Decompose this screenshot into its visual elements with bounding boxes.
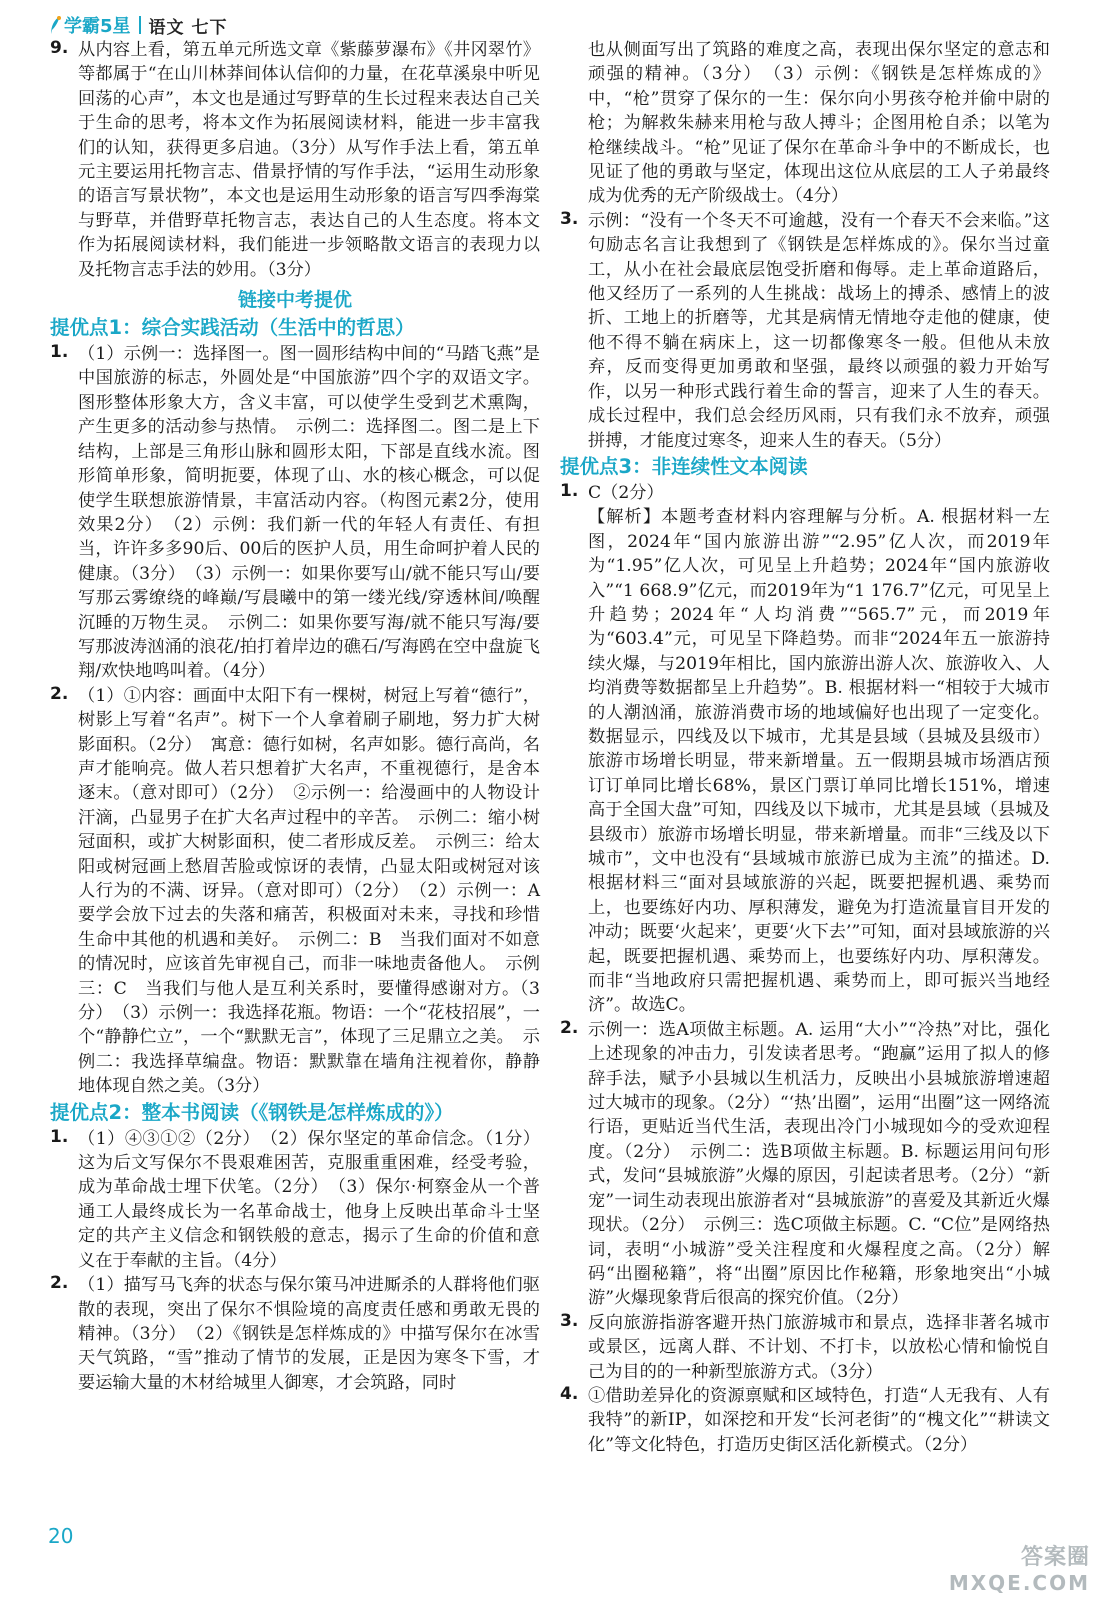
header-divider [139,16,141,34]
question-number: 2. [560,1017,579,1038]
link-exam-title: 链接中考提优 [237,289,352,312]
section-heading-1: 提优点1：综合实践活动（生活中的哲思） [50,316,415,340]
brand-leaf-icon [48,14,62,36]
question-number: 3. [560,208,579,229]
answer-text: （1）①内容：画面中太阳下有一棵树，树冠上写着“德行”，树影上写着“名声”。树下一个人拿着刷子刷地，努力扩大树影面积。（2分） 寓意：德行如树，名声如影。德行高尚，名声才能响亮。做人若只想着扩大名声，不重视德行，是舍本逐末。（意对即可）（2分） ②示例一：给漫画中的人物设计汗滴，凸显男子在扩大名声过程中的辛苦。 示例二：缩小树冠面积，或扩大树影面积，使二者形成反差。 示例三：给太阳或树冠画上愁眉苦脸或惊讶的表情，凸显太阳或树冠对该人行为的不满、讶异。（意对即可）（2分） （2）示例一：A 要学会放下过去的失落和痛苦，积极面对未来，寻找和珍惜生命中其他的机遇和美好。 示例二：B 当我们面对不如意的情况时，应该首先审视自己，而非一味地责备他人。 示例三：C 当我们与他人是互利关系时，要懂得感谢对方。（3分） （3）示例一：我选择花瓶。物语：一个“花枝招展”，一个“静静伫立”，一个“默默无言”，体现了三足鼎立之美。 示例二：我选择草编盘。物语：默默靠在墙角注视着你，静静地体现自然之美。（3分） [78,685,558,1097]
section1-question-2 [50,683,558,1099]
question-number: 1. [50,1126,69,1147]
answer-text: 示例一：选A项做主标题。A. 运用“大小”“冷热”对比，强化上述现象的冲击力，引发读者思考。“跑赢”运用了拟人的修辞手法，赋予小县城以生机活力，反映出小县城旅游增速超过大城市的现象。（2分）“‘热’出圈”，运用“出圈”这一网络流行语，更贴近当代生活，表现出冷门小城现如今的受欢迎程度。（2分） 示例二：选B项做主标题。B. 标题运用问句形式，发问“县城旅游”火爆的原因，引起读者思考。（2分）“新宠”一词生动表现出旅游者对“县城旅游”的喜爱及其新近火爆现状。（2分） 示例三：选C项做主标题。C. “C位”是网络热词，表明“小城游”受关注程度和火爆程度之高。（2分）解码“出圈秘籍”，将“出圈”原因比作秘籍，形象地突出“小城游”火爆现象背后很高的探究价值。（2分） [588,1019,1050,1309]
answer-text: 示例：“没有一个冬天不可逾越，没有一个春天不会来临。”这句励志名言让我想到了《钢铁是怎样炼成的》。保尔当过童工，从小在社会最底层饱受折磨和侮辱。走上革命道路后，他又经历了一系列的人生挑战：战场上的搏杀、感情上的波折、工地上的折磨等，尤其是病情无情地夺走他的健康，使他不得不躺在病床上，这一切都像寒冬一般。但他从未放弃，反而变得更加勇敢和坚强，最终以顽强的毅力开始写作，以另一种形式践行着生命的誓言，迎来了人生的春天。成长过程中，我们总会经历风雨，只有我们永不放弃，顽强拼搏，才能度过寒冬，迎来人生的春天。（5分） [588,210,1050,451]
answer-text: 从内容上看，第五单元所选文章《紫藤萝瀑布》《井冈翠竹》等都属于“在山川林莽间体认信仰的力量，在花草溪泉中听见回荡的心声”，本文也是通过写野草的生长过程来表达自己关于生命的思考，将本文作为拓展阅读材料，能进一步丰富我们的认知，获得更多启迪。（3分）从写作手法上看，第五单元主要运用托物言志、借景抒情的写作手法，“运用生动形象的语言写景状物”，本文也是运用生动形象的语言写四季海棠与野草，并借野草托物言志，表达自己的人生态度。将本文作为拓展阅读材料，我们能进一步领略散文语言的表现力以及托物言志手法的妙用。（3分） [78,40,540,280]
question-number: 2. [50,683,69,704]
watermark-line-1: 答案圈 [1020,1545,1090,1570]
brand-name: 学霸5星 [64,16,131,37]
page-header [48,8,227,42]
right-column [560,38,1050,1457]
question-9 [50,38,540,282]
question-number: 2. [50,1273,69,1294]
section3-question-2 [560,1018,1050,1311]
section1-question-1 [50,342,540,684]
section3-question-3 [560,1311,1050,1384]
question-number: 4. [560,1383,579,1404]
section-heading-2: 提优点2：整本书阅读（《钢铁是怎样炼成的》） [50,1100,454,1124]
section2-question-2 [50,1273,540,1395]
watermark-line-2: MXQE.COM [948,1571,1090,1595]
question-number: 1. [560,480,579,501]
question-number: 1. [50,342,69,363]
page-number: 20 [48,1524,74,1548]
question-number: 9. [50,38,69,58]
answer-text: （1）描写马飞奔的状态与保尔策马冲进厮杀的人群将他们驱散的表现，突出了保尔不惧险境的高度责任感和勇敢无畏的精神。（3分） （2）《钢铁是怎样炼成的》中描写保尔在冰雪天气筑路，“雪”推动了情节的发展，正是因为寒冬下雪，才要运输大量的木材给城里人御寒，才会筑路，同时 [78,1275,540,1393]
brand-logo [48,12,131,38]
section-heading-3: 提优点3：非连续性文本阅读 [560,454,808,478]
watermark [920,1540,1090,1594]
answer-text: （1）示例一：选择图一。图一圆形结构中间的“马踏飞燕”是中国旅游的标志，外圆处是“中国旅游”四个字的双语文字。图形整体形象大方，含义丰富，可以使学生受到艺术熏陶，产生更多的活动参与热情。 示例二：选择图二。图二是上下结构，上部是三角形山脉和圆形太阳，下部是直线水流。图形简单形象，简明扼要，体现了山、水的核心概念，可以促使学生联想旅游情景，丰富活动内容。（构图元素2分，使用效果2分） （2）示例：我们新一代的年轻人有责任、有担当，许许多多90后、00后的医护人员，用生命呵护着人民的健康。（3分） （3）示例一：如果你要写山/就不能只写山/要写那云雾缭绕的峰巅/写晨曦中的第一缕光线/穿透林间/唤醒沉睡的万物生灵。 示例二：如果你要写海/就不能只写海/要写那波涛汹涌的浪花/拍打着岸边的礁石/写海鸥在空中盘旋飞翔/欢快地鸣叫着。（4分） [78,344,540,682]
analysis-text: 【解析】本题考查材料内容理解与分析。A. 根据材料一左图，2024年“国内旅游出游”“2.95”亿人次，而2019年为“1.95”亿人次，可见呈上升趋势；2024年“国内旅游收入”“1 668.9”亿元，而2019年为“1 176.7”亿元，可见呈上升趋势；2024年“人均消费”“565.7”元，而2019年为“603.4”元，可见呈下降趋势。而非“2024年五一旅游持续火爆，与2019年相比，国内旅游出游人次、旅游收入、人均消费等数据都呈上升趋势”。B. 根据材料一“相较于大城市的人潮汹涌，旅游消费市场的地域偏好也出现了一定变化。数据显示，四线及以下城市，尤其是县域（县城及县级市）旅游市场增长明显，带来新增量。五一假期县城市场酒店预订订单同比增长68%，景区门票订单同比增长151%，增速高于全国大盘”可知，四线及以下城市，尤其是县域（县城及县级市）旅游市场增长明显，带来新增量。而非“三线及以下城市”，文中也没有“县域城市旅游已成为主流”的描述。D. 根据材料三“面对县域旅游的兴起，既要把握机遇、乘势而上，也要练好内功、厚积薄发，避免为打造流量盲目开发的冲动；既要‘火起来’，更要‘火下去’”可知，面对县域旅游的兴起，既要把握机遇、乘势而上，也要练好内功、厚积薄发。而非“当地政府只需把握机遇、乘势而上，即可振兴当地经济”。故选C。 [588,507,1050,1016]
question-number: 3. [560,1310,579,1331]
answer-text: 反向旅游指游客避开热门旅游城市和景点，选择非著名城市或景区，远离人群、不计划、不打卡，以放松心情和愉悦自己为目的的一种新型旅游方式。（3分） [588,1312,1050,1382]
answer-text: （1）④③①②（2分） （2）保尔坚定的革命信念。（1分）这为后文写保尔不畏艰难困苦，克服重重困难，经受考验，成为革命战士埋下伏笔。（2分） （3）保尔·柯察金从一个普通工人最终成长为一名革命战士，他身上反映出革命斗士坚定的共产主义信念和钢铁般的意志，揭示了生命的价值和意义在于奉献的主旨。（4分） [78,1128,540,1271]
subject-grade: 语文 七下 [148,17,228,38]
section2-question-1 [50,1127,540,1273]
section2-question-3 [560,209,1050,453]
answer-text: ①借助差异化的资源禀赋和区域特色，打造“人无我有、人有我特”的新IP，如深挖和开发“长河老街”的“槐文化”“耕读文化”等文化特色，打造历史街区活化新模式。（2分） [588,1385,1050,1455]
answer-text: 也从侧面写出了筑路的难度之高，表现出保尔坚定的意志和顽强的精神。（3分） （3）示例：《钢铁是怎样炼成的》中，“枪”贯穿了保尔的一生：保尔向小男孩夺枪并偷中尉的枪；为解救朱赫来用枪与敌人搏斗；企图用枪自杀；以笔为枪继续战斗。“枪”见证了保尔在革命斗争中的不断成长，也见证了他的勇敢与坚定，体现出这位从底层的工人子弟最终成为优秀的无产阶级战士。（4分） [588,40,1050,207]
section3-question-4 [560,1384,1050,1457]
left-column [50,38,558,1395]
section3-question-1 [560,481,1050,1018]
answer-choice: C（2分） [588,482,664,503]
continued-answer [560,38,1050,209]
